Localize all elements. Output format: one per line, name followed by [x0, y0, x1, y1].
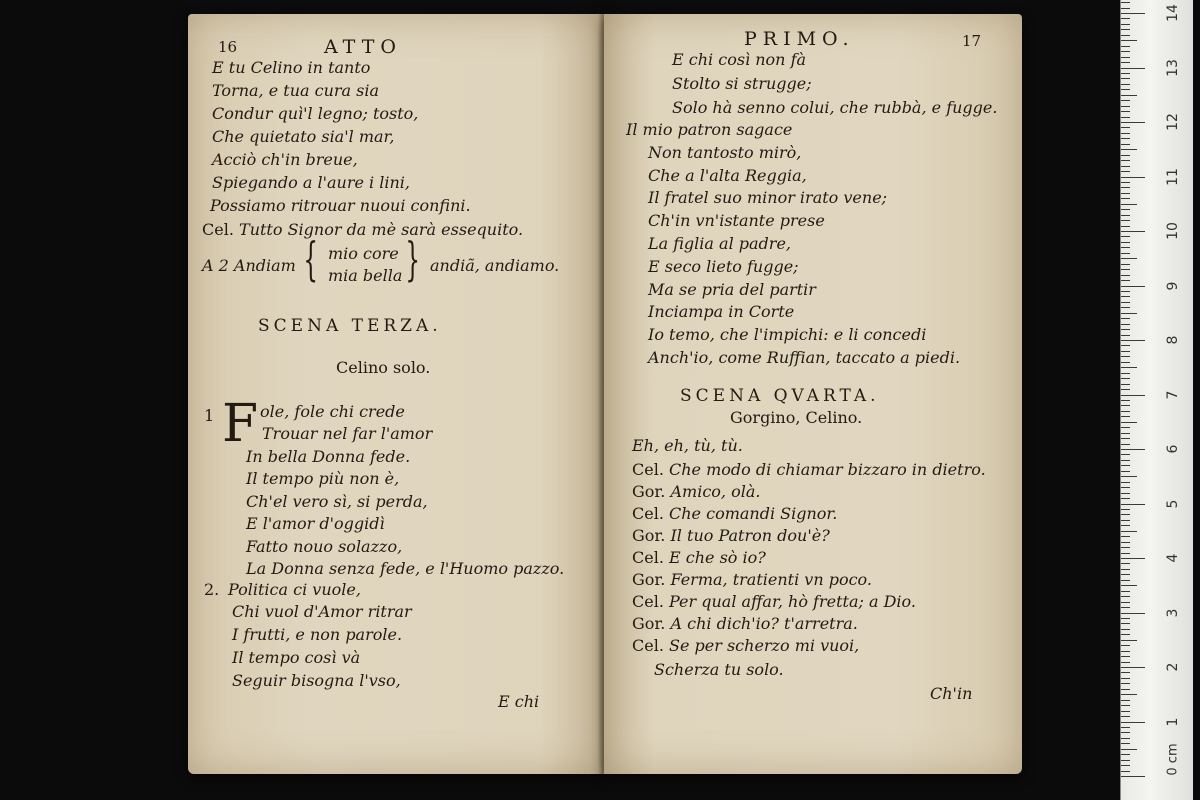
ruler-number: 6	[1165, 444, 1181, 454]
speaker-label: Cel.	[632, 636, 669, 655]
ruler-tick	[1121, 711, 1130, 712]
ruler-tick	[1121, 634, 1130, 635]
text-line: Io temo, che l'impichi: e li concedi	[648, 325, 927, 345]
ruler-tick	[1121, 662, 1130, 663]
ruler-tick	[1121, 580, 1130, 581]
ruler-tick	[1121, 280, 1130, 281]
ruler-tick	[1121, 89, 1130, 90]
ruler-tick	[1121, 689, 1130, 690]
ruler-number: 11	[1165, 167, 1181, 186]
ruler-tick	[1121, 749, 1137, 750]
ruler-tick	[1121, 362, 1130, 363]
ruler-tick	[1121, 149, 1137, 150]
ruler-tick	[1121, 18, 1130, 19]
scene-cast-left: Celino solo.	[336, 358, 431, 377]
text-line: Che quietato sia'l mar,	[212, 127, 395, 146]
left-page	[188, 14, 602, 774]
ruler-tick	[1121, 427, 1130, 428]
right-brace: }	[405, 232, 420, 286]
speaker-label: Gor.	[632, 526, 671, 545]
ruler-tick	[1121, 204, 1137, 205]
speaker-label: Cel.	[632, 460, 669, 479]
ruler-tick	[1121, 416, 1130, 417]
ruler-tick	[1121, 520, 1130, 521]
ruler-tick	[1121, 525, 1130, 526]
ruler-tick	[1121, 100, 1130, 101]
dialogue-text: Per qual affar, hò fretta; a Dio.	[669, 592, 916, 611]
drop-cap: F	[222, 394, 259, 454]
ruler-tick	[1121, 738, 1130, 739]
running-header-right: PRIMO.	[744, 28, 855, 50]
ruler-tick	[1121, 307, 1130, 308]
ruler-tick	[1121, 302, 1130, 303]
ruler-tick	[1121, 133, 1130, 134]
ruler-tick	[1121, 24, 1130, 25]
ruler-tick	[1121, 264, 1130, 265]
ruler-tick	[1121, 2, 1130, 3]
ruler-tick	[1121, 117, 1130, 118]
ruler-tick	[1121, 215, 1130, 216]
ruler-tick	[1121, 395, 1145, 396]
ruler-tick	[1121, 373, 1130, 374]
ruler-tick	[1121, 623, 1130, 624]
ruler-number: 12	[1165, 113, 1181, 131]
text-line: Torna, e tua cura sia	[212, 81, 380, 100]
ruler-tick	[1121, 460, 1130, 461]
ruler-tick	[1121, 171, 1130, 172]
text-line: Il tempo più non è,	[246, 469, 400, 488]
ruler-tick	[1121, 585, 1137, 586]
ruler-tick	[1121, 411, 1130, 412]
ruler-tick	[1121, 563, 1130, 564]
text-line: Ch'el vero sì, si perda,	[246, 491, 428, 511]
ruler-tick	[1121, 765, 1130, 766]
ruler-tick	[1121, 62, 1130, 63]
ruler-tick	[1121, 106, 1130, 107]
ruler-tick	[1121, 209, 1130, 210]
stanza-1-number: 1	[204, 406, 215, 425]
text-line: Che a l'alta Reggia,	[648, 165, 807, 185]
page-number-right: 17	[962, 32, 982, 50]
ruler-tick	[1121, 536, 1130, 537]
ruler-tick	[1121, 324, 1130, 325]
ruler-tick	[1121, 574, 1130, 575]
ruler-tick	[1121, 68, 1145, 69]
text-line: E seco lieto fugge;	[648, 256, 799, 276]
ruler-tick	[1121, 258, 1137, 259]
ruler-number: 3	[1165, 608, 1181, 617]
ruler-tick	[1121, 95, 1137, 96]
ruler-tick	[1121, 722, 1145, 723]
ruler-tick	[1121, 596, 1130, 597]
dialogue-text: E che sò io?	[669, 548, 766, 567]
ruler-number: 10	[1165, 222, 1181, 240]
ruler-tick	[1121, 509, 1130, 510]
ruler-tick	[1121, 29, 1130, 30]
dialogue-line	[632, 504, 837, 524]
ruler-number: 2	[1165, 662, 1181, 672]
ruler-tick	[1121, 498, 1130, 499]
text-line: Acciò ch'in breue,	[212, 150, 358, 169]
ruler-tick	[1121, 542, 1130, 543]
ruler-tick	[1121, 253, 1130, 254]
ruler-tick	[1121, 313, 1137, 314]
ruler-tick	[1121, 727, 1130, 728]
text-line: Ch'in vn'istante prese	[648, 211, 825, 231]
ruler-number: 1	[1165, 717, 1181, 726]
ruler-tick	[1121, 384, 1130, 385]
text-line: Condur quì'l legno; tosto,	[212, 104, 419, 123]
ruler-tick	[1121, 444, 1130, 445]
duet-option-2: mia bella	[328, 266, 403, 285]
text-line: E tu Celino in tanto	[212, 58, 371, 77]
text-line: Inciampa in Corte	[648, 302, 795, 322]
text-line: Non tantosto mirò,	[648, 142, 802, 162]
dialogue-text: Se per scherzo mi vuoi,	[669, 636, 860, 655]
text-line: Stolto si strugge;	[672, 74, 812, 93]
text-line: Ma se pria del partir	[648, 279, 816, 299]
ruler-tick	[1121, 569, 1130, 570]
ruler-tick	[1121, 651, 1130, 652]
ruler-tick	[1121, 454, 1130, 455]
dialogue-line	[632, 460, 986, 480]
ruler-number: 13	[1165, 58, 1181, 77]
ruler-tick	[1121, 144, 1130, 145]
ruler-tick	[1121, 340, 1145, 341]
ruler-tick	[1121, 40, 1137, 41]
ruler-tick	[1121, 743, 1130, 744]
dialogue-text: Che comandi Signor.	[669, 504, 838, 523]
ruler-tick	[1121, 449, 1145, 450]
text-line: La figlia al padre,	[648, 234, 791, 253]
ruler-tick	[1121, 553, 1130, 554]
ruler-tick	[1121, 345, 1130, 346]
ruler-tick	[1121, 760, 1130, 761]
ruler-number: 4	[1165, 553, 1181, 563]
ruler-tick	[1121, 242, 1130, 243]
ruler-tick	[1121, 155, 1130, 156]
ruler-tick	[1121, 220, 1130, 221]
ruler-tick	[1121, 678, 1130, 679]
ruler-tick	[1121, 476, 1137, 477]
speaker-label: Cel.	[202, 220, 234, 239]
ruler-tick	[1121, 602, 1130, 603]
ruler-tick	[1121, 591, 1130, 592]
dialogue-text: Ferma, tratienti vn poco.	[670, 570, 872, 589]
ruler-number: 5	[1165, 499, 1181, 508]
ruler-tick	[1121, 433, 1130, 434]
ruler-tick	[1121, 645, 1130, 646]
ruler-tick	[1121, 547, 1130, 548]
speech-line	[202, 220, 523, 240]
ruler-tick	[1121, 335, 1130, 336]
duet-option-1: mio core	[328, 244, 399, 263]
ruler-tick	[1121, 629, 1130, 630]
ruler-tick	[1121, 198, 1130, 199]
text-line: E l'amor d'oggidì	[246, 514, 385, 533]
text-line: La Donna senza fede, e l'Huomo pazzo.	[246, 559, 565, 578]
ruler-tick	[1121, 471, 1130, 472]
stanza-1-first-line: ole, fole chi crede	[260, 402, 405, 421]
ruler-tick	[1121, 656, 1130, 657]
text-line: Il fratel suo minor irato vene;	[648, 188, 888, 208]
text-line: I frutti, e non parole.	[232, 625, 403, 644]
ruler-tick	[1121, 618, 1130, 619]
speaker-label: Cel.	[632, 504, 669, 523]
ruler-tick	[1121, 127, 1130, 128]
dialogue-text: A chi dich'io? t'arretra.	[670, 614, 858, 633]
dialogue-line	[632, 482, 760, 502]
ruler-tick	[1121, 378, 1130, 379]
ruler-tick	[1121, 482, 1130, 483]
text-line: Solo hà senno colui, che rubbà, e fugge.	[672, 98, 998, 117]
ruler-tick	[1121, 275, 1130, 276]
text-line: Chi vuol d'Amor ritrar	[232, 602, 412, 621]
right-page	[604, 14, 1022, 774]
text-line: Possiamo ritrouar nuoui confini.	[210, 196, 471, 215]
dialogue-text: Amico, olà.	[670, 482, 761, 501]
ruler-tick	[1121, 356, 1130, 357]
ruler-tick	[1121, 438, 1130, 439]
text-line: Fatto nouo solazzo,	[246, 536, 403, 556]
running-header-left: ATTO	[324, 36, 402, 58]
speaker-label: Gor.	[632, 570, 671, 589]
ruler-tick	[1121, 672, 1130, 673]
ruler-tick	[1121, 111, 1130, 112]
ruler-tick	[1121, 236, 1130, 237]
ruler-tick	[1121, 771, 1130, 772]
ruler-number: 7	[1165, 390, 1181, 399]
dialogue-text: Che modo di chiamar bizzaro in dietro.	[669, 460, 986, 479]
ruler-tick	[1121, 166, 1130, 167]
ruler-tick	[1121, 84, 1130, 85]
open-book	[188, 14, 1022, 780]
ruler-tick	[1121, 504, 1145, 505]
ruler-tick	[1121, 122, 1145, 123]
duet-prefix: A 2 Andiam	[202, 256, 296, 275]
ruler-tick	[1121, 57, 1130, 58]
ruler-tick	[1121, 405, 1130, 406]
ruler-tick	[1121, 51, 1130, 52]
ruler-tick	[1121, 667, 1145, 668]
catchword-left: E chi	[498, 692, 540, 711]
scene-cast-right: Gorgino, Celino.	[730, 408, 863, 427]
dialogue-line	[632, 636, 859, 656]
ruler-tick	[1121, 613, 1145, 614]
stanza-2-first-line: Politica ci vuole,	[228, 580, 361, 599]
ruler-tick	[1121, 35, 1130, 36]
dialogue-line	[632, 570, 872, 590]
speech-text: Tutto Signor da mè sarà essequito.	[239, 220, 524, 239]
ruler-tick	[1121, 46, 1130, 47]
dialogue-line	[632, 526, 830, 546]
ruler-tick	[1121, 694, 1137, 695]
ruler-tick	[1121, 422, 1137, 423]
ruler-tick	[1121, 367, 1137, 368]
ruler-tick	[1121, 226, 1130, 227]
dialogue-line	[632, 548, 766, 568]
ruler-tick	[1121, 531, 1137, 532]
ruler-tick	[1121, 138, 1130, 139]
ruler-number: 9	[1165, 281, 1181, 290]
ruler-number: 14	[1165, 4, 1181, 22]
ruler-tick	[1121, 487, 1130, 488]
speaker-label: Gor.	[632, 614, 671, 633]
ruler-tick	[1121, 296, 1130, 297]
ruler-tick	[1121, 705, 1130, 706]
ruler-tick	[1121, 187, 1130, 188]
ruler-tick	[1121, 607, 1130, 608]
ruler-tick	[1121, 558, 1145, 559]
ruler-tick	[1121, 318, 1130, 319]
speaker-label: Cel.	[632, 548, 669, 567]
ruler-tick	[1121, 493, 1130, 494]
dialogue-text: Il tuo Patron dou'è?	[670, 526, 830, 545]
ruler-unit: 0 cm	[1165, 743, 1181, 776]
ruler-tick	[1121, 291, 1130, 292]
ruler-tick	[1121, 716, 1130, 717]
left-brace: {	[303, 232, 318, 286]
ruler-tick	[1121, 286, 1145, 287]
page-number-left: 16	[218, 38, 238, 56]
speaker-label: Gor.	[632, 482, 671, 501]
ruler-tick	[1121, 193, 1130, 194]
ruler-tick	[1121, 754, 1130, 755]
ruler-tick	[1121, 160, 1130, 161]
ruler-tick	[1121, 389, 1130, 390]
catchword-right: Ch'in	[930, 684, 973, 703]
text-line: Il mio patron sagace	[626, 120, 793, 139]
ruler-tick	[1121, 73, 1130, 74]
ruler-tick	[1121, 182, 1130, 183]
text-line: Anch'io, come Ruffian, taccato a piedi.	[648, 348, 961, 367]
text-line: Spiegando a l'aure i lini,	[212, 173, 410, 192]
dialogue-line	[632, 614, 858, 634]
text-line: Trouar nel far l'amor	[262, 424, 433, 443]
ruler-tick	[1121, 351, 1130, 352]
ruler-number: 8	[1165, 335, 1181, 345]
ruler-tick	[1121, 13, 1145, 14]
text-line: Seguir bisogna l'vso,	[232, 671, 401, 690]
scene-heading-right: SCENA QVARTA.	[680, 386, 880, 406]
ruler-tick	[1121, 231, 1145, 232]
ruler-tick	[1121, 776, 1145, 777]
ruler-tick	[1121, 514, 1130, 515]
ruler-tick	[1121, 700, 1130, 701]
scene-heading-left: SCENA TERZA.	[258, 316, 442, 336]
ruler-tick	[1121, 247, 1130, 248]
text-line: In bella Donna fede.	[246, 446, 411, 466]
dialogue-first-line: Eh, eh, tù, tù.	[632, 436, 743, 455]
ruler-tick	[1121, 177, 1145, 178]
ruler-tick	[1121, 683, 1130, 684]
ruler-tick	[1121, 8, 1130, 9]
stanza-2-number: 2.	[204, 580, 220, 599]
ruler-tick	[1121, 329, 1130, 330]
text-line: Il tempo così và	[232, 648, 361, 667]
ruler-tick	[1121, 269, 1130, 270]
dialogue-line	[632, 592, 916, 612]
ruler-tick	[1121, 640, 1137, 641]
text-line: E chi così non fà	[672, 50, 807, 69]
ruler-tick	[1121, 732, 1130, 733]
dialogue-last-line: Scherza tu solo.	[654, 660, 784, 679]
ruler-tick	[1121, 400, 1130, 401]
ruler-tick	[1121, 465, 1130, 466]
measurement-ruler	[1120, 0, 1193, 800]
ruler-tick	[1121, 78, 1130, 79]
speaker-label: Cel.	[632, 592, 669, 611]
duet-suffix: andiã, andiamo.	[430, 256, 560, 275]
